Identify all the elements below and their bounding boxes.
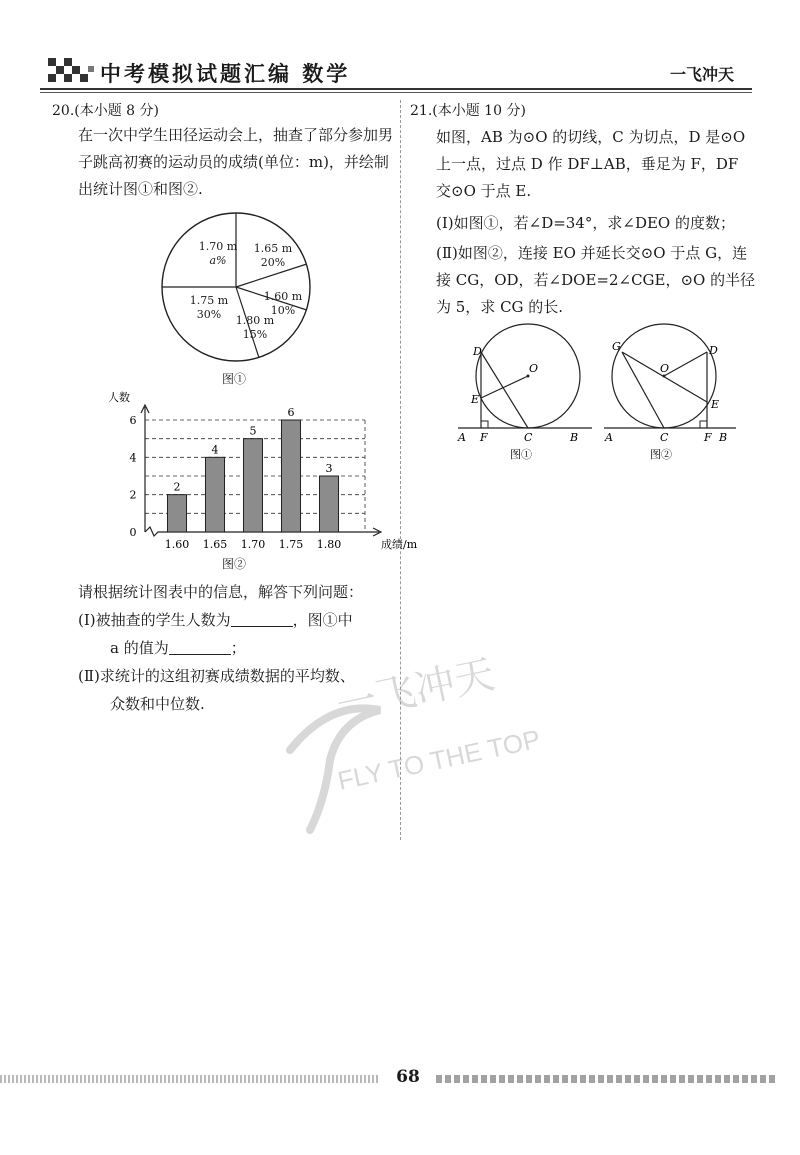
bar-xtick-label: 1.70 bbox=[240, 538, 266, 551]
pt-f: F bbox=[480, 431, 488, 444]
q20-part1-text-b: ，图①中 bbox=[292, 611, 353, 629]
bar-ylabel: 人数 bbox=[108, 391, 130, 404]
header-checker-logo bbox=[48, 58, 96, 86]
pie-label-1-80: 1.80 m bbox=[235, 314, 275, 327]
line-gc bbox=[622, 352, 664, 428]
bar-ytick-label: 6 bbox=[129, 414, 137, 427]
bar-xlabel: 成绩/m bbox=[381, 538, 418, 551]
pt-d: D bbox=[709, 344, 718, 357]
bar-chart bbox=[100, 385, 418, 570]
header-title: 中考模拟试题汇编 数学 bbox=[100, 62, 351, 86]
pt-b: B bbox=[570, 431, 579, 444]
q20-part1-text-a: (Ⅰ)被抽查的学生人数为 bbox=[78, 611, 231, 629]
pt-e: E bbox=[471, 393, 480, 406]
q21-part1: (Ⅰ)如图①，若∠D=34°，求∠DEO 的度数； bbox=[436, 214, 735, 232]
page-number: 68 bbox=[396, 1067, 420, 1087]
bar-value-label: 5 bbox=[249, 424, 257, 438]
q20-part2: (Ⅱ)求统计的这组初赛成绩数据的平均数、 bbox=[78, 667, 355, 685]
pt-a: A bbox=[458, 431, 466, 444]
bar-caption: 图② bbox=[222, 557, 247, 571]
line-dc bbox=[481, 352, 528, 428]
bar-value-label: 2 bbox=[173, 480, 181, 494]
bar-xtick-label: 1.80 bbox=[316, 538, 342, 551]
pie-value-1-65: 20% bbox=[260, 256, 286, 269]
fig2-caption: 图② bbox=[650, 448, 672, 461]
pie-slice-1-65 bbox=[248, 242, 298, 270]
bar-1.60 bbox=[168, 495, 187, 532]
q20-part1-cont bbox=[110, 634, 246, 662]
geometry-figure-1 bbox=[450, 330, 600, 460]
pie-slice-1-80 bbox=[230, 314, 280, 342]
watermark-en: FLY TO THE TOP bbox=[335, 723, 543, 796]
bar-xtick-label: 1.75 bbox=[278, 538, 304, 551]
right-angle-mark bbox=[700, 421, 707, 428]
q21-part2: (Ⅱ)如图②，连接 EO 并延长交⊙O 于点 G，连接 CG，OD，若∠DOE=2∠CGE，⊙O 的半径为 5，求 CG 的长. bbox=[436, 244, 756, 316]
footer-pattern-left bbox=[0, 1075, 380, 1083]
answer-blank-count[interactable] bbox=[231, 610, 293, 627]
q20-intro: 在一次中学生田径运动会上，抽查了部分参加男子跳高初赛的运动员的成绩(单位：m)，并绘制出统计图①和图②. bbox=[78, 126, 394, 198]
header-brand: 一飞冲天 bbox=[670, 65, 735, 84]
right-angle-mark bbox=[481, 421, 488, 428]
pt-a: A bbox=[605, 431, 613, 444]
pie-label-1-65: 1.65 m bbox=[253, 242, 293, 255]
answer-blank-a[interactable] bbox=[169, 638, 231, 655]
bar-1.65 bbox=[206, 457, 225, 532]
pie-value-1-70: a% bbox=[209, 254, 227, 267]
pt-e: E bbox=[711, 398, 720, 411]
bar-value-label: 4 bbox=[211, 443, 219, 457]
pie-caption: 图① bbox=[222, 372, 247, 386]
pie-slice-1-70 bbox=[192, 240, 244, 268]
line-eo bbox=[481, 376, 528, 398]
bar-xtick-label: 1.60 bbox=[164, 538, 190, 551]
footer-pattern-right bbox=[436, 1075, 776, 1083]
pie-value-1-80: 15% bbox=[242, 328, 268, 341]
q20-number: 20.(本小题 8 分) bbox=[52, 103, 159, 119]
pie-label-1-70: 1.70 m bbox=[198, 240, 238, 253]
bar-value-label: 3 bbox=[325, 462, 333, 475]
pt-f: F bbox=[704, 431, 712, 444]
q21-intro: 如图，AB 为⊙O 的切线，C 为切点，D 是⊙O 上一点，过点 D 作 DF⊥AB，垂足为 F，DF 交⊙O 于点 E. bbox=[436, 128, 746, 200]
pt-c: C bbox=[660, 431, 669, 444]
pie-slice-1-75 bbox=[182, 294, 236, 322]
q20-part1-text-c: a 的值为 bbox=[110, 639, 169, 657]
q20-part1 bbox=[78, 606, 353, 634]
pt-o: O bbox=[660, 362, 670, 375]
bar-1.75 bbox=[282, 420, 301, 532]
header-rule bbox=[40, 88, 752, 90]
bar-xtick-label: 1.65 bbox=[202, 538, 228, 551]
pt-o: O bbox=[529, 362, 539, 375]
pie-value-1-75: 30% bbox=[196, 308, 222, 321]
bar-value-label: 6 bbox=[287, 406, 295, 419]
pt-b: B bbox=[719, 431, 728, 444]
header-rule-thin bbox=[40, 92, 752, 93]
q20-instruction: 请根据统计图表中的信息，解答下列问题： bbox=[78, 583, 364, 601]
bar-ytick-label: 4 bbox=[129, 451, 137, 465]
bar-1.80 bbox=[320, 476, 339, 532]
pt-g: G bbox=[612, 340, 621, 353]
fig1-caption: 图① bbox=[510, 448, 532, 461]
watermark-cn: 一飞冲天 bbox=[332, 651, 499, 730]
bar-ytick-label: 2 bbox=[129, 488, 137, 502]
pie-value-1-60: 10% bbox=[270, 304, 296, 317]
geometry-figure-2 bbox=[600, 330, 740, 460]
bar-ytick-label: 0 bbox=[129, 526, 137, 539]
pie-label-1-60: 1.60 m bbox=[263, 290, 303, 303]
q20-part1-text-d: ； bbox=[230, 639, 246, 657]
line-od bbox=[664, 352, 707, 376]
watermark-logo bbox=[270, 640, 550, 840]
pie-label-1-75: 1.75 m bbox=[189, 294, 229, 307]
pt-d: D bbox=[473, 345, 482, 358]
q20-part2-cont: 众数和中位数. bbox=[110, 695, 205, 713]
pt-c: C bbox=[524, 431, 533, 444]
q21-number: 21.(本小题 10 分) bbox=[410, 103, 526, 119]
bar-1.70 bbox=[244, 439, 263, 532]
